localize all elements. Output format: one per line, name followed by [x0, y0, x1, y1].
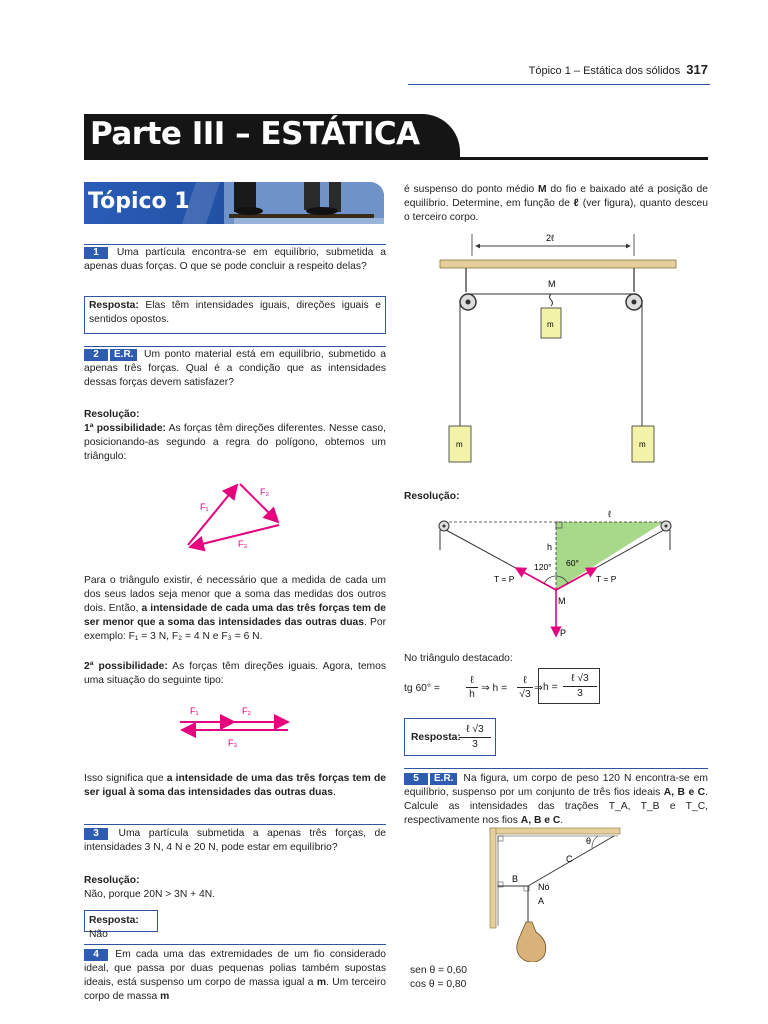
possibility-2-text: As forças têm direções iguais. Agora, temos uma situação do seguinte tipo:	[84, 661, 386, 686]
paragraph-text: .	[332, 787, 336, 798]
question-text: .	[560, 815, 564, 826]
question-rule	[84, 944, 386, 945]
f3-label: F₃	[238, 539, 248, 549]
question-rule	[84, 824, 386, 825]
answer-box	[404, 718, 496, 756]
page-number: 317	[686, 62, 708, 77]
equilibrium-geometry-figure	[432, 508, 680, 644]
tension-left-label: T = P	[494, 574, 515, 584]
tension-right-label: T = P	[596, 574, 617, 584]
running-header	[0, 62, 708, 77]
ell-label: ℓ	[608, 509, 611, 519]
midpoint-label: M	[548, 279, 556, 289]
topic-label: Tópico 1	[88, 189, 190, 214]
q4-resolution-label	[404, 490, 504, 504]
width-label: 2ℓ	[546, 233, 554, 243]
wire-b-label: B	[512, 874, 519, 884]
resolution-label: Resolução:	[404, 491, 460, 502]
question-rule	[84, 346, 386, 347]
question-number: 3	[84, 828, 108, 840]
possibility-2-label: 2ª possibilidade:	[84, 661, 168, 672]
result-h: h =	[543, 682, 558, 693]
question-number: 1	[84, 247, 108, 259]
frac-numerator: ℓ	[470, 675, 474, 686]
knot-label: Nó	[538, 882, 550, 892]
mass-label: m	[547, 320, 554, 329]
trig-values	[410, 964, 530, 992]
banner-rule	[455, 157, 708, 160]
knot-figure	[486, 826, 626, 962]
topic-header	[84, 182, 384, 224]
result-box	[538, 668, 600, 704]
wire-names: A, B e C	[520, 815, 561, 826]
question-text: (ver figura), quanto desceu o terceiro corpo.	[404, 198, 708, 223]
question-rule	[84, 244, 386, 245]
question-1	[84, 246, 386, 274]
resolution-label: Resolução:	[84, 409, 140, 420]
question-2	[84, 348, 386, 390]
question-text: Na figura, um corpo de peso 120 N encontra-se em equilíbrio, suspenso por um conjunto de três fios ideais	[404, 773, 708, 798]
paragraph-bold: a intensidade de uma das três forças tem de ser igual à soma das intensidades das outras duas	[84, 773, 386, 798]
angle-60-label: 60°	[566, 558, 579, 568]
ell-symbol: ℓ	[573, 198, 580, 209]
q3-resolution	[84, 874, 386, 902]
question-text: Uma partícula submetida a apenas três forças, de intensidades 3 N, 4 N e 20 N, pode estar em equilíbrio?	[84, 828, 386, 853]
result-numerator: ℓ √3	[571, 673, 589, 684]
theta-label: θ	[586, 836, 592, 846]
possibility-1-label: 1ª possibilidade:	[84, 423, 166, 434]
running-title: Tópico 1 – Estática dos sólidos	[528, 65, 681, 77]
question-text: é suspenso do ponto médio	[404, 184, 535, 195]
f2-label: F₂	[242, 706, 251, 716]
question-text: do fio e baixado até a posição de equilíbrio. Determine, em função de	[404, 184, 708, 209]
midpoint-symbol: M	[538, 184, 547, 195]
answer-label: Resposta:	[89, 300, 139, 311]
wire-names: A, B e C	[663, 787, 706, 798]
possibility-2	[84, 660, 386, 688]
f2-label: F₂	[260, 487, 269, 497]
collinear-forces-figure	[176, 702, 296, 750]
f1-label: F₁	[200, 502, 209, 512]
answer-label: Resposta:	[411, 732, 461, 743]
er-tag: E.R.	[110, 349, 137, 361]
answer-box	[84, 296, 386, 334]
paragraph-text: . Por exemplo: F₁ = 3 N, F₂ = 4 N e F₃ = 6 N.	[84, 617, 386, 642]
question-4	[84, 948, 386, 1004]
frac-denominator: √3	[519, 689, 531, 700]
equation-arrow: ⇒	[534, 683, 543, 694]
resolution-block	[84, 408, 386, 464]
question-number: 4	[84, 949, 108, 961]
weight-label: P	[560, 628, 567, 638]
mass-label: m	[456, 440, 463, 449]
possibility-1-text: As forças têm direções diferentes. Nesse caso, posicionando-as segundo a regra do polígono, obtemos um triângulo:	[84, 423, 386, 462]
paragraph-text: Para o triângulo existir, é necessário que a medida de cada um dos seus lados seja menor que a soma das medidas dos outros dois. Então,	[84, 575, 386, 614]
question-number: 2	[84, 349, 108, 361]
paragraph-bold: a intensidade de cada uma das três forças tem de ser menor que a soma das intensidades das outras duas	[84, 603, 386, 628]
f3-label: F₃	[228, 738, 238, 748]
question-number: 5	[404, 773, 428, 785]
paragraph-text: Isso significa que	[84, 773, 164, 784]
triangle-text: No triângulo destacado:	[404, 653, 513, 664]
condition-paragraph	[84, 574, 386, 644]
answer-text: Não	[89, 929, 108, 940]
question-text: Uma partícula encontra-se em equilíbrio, submetida a apenas duas forças. O que se pode concluir a respeito delas?	[84, 247, 386, 272]
mass-symbol: m	[160, 991, 170, 1002]
er-tag: E.R.	[430, 773, 457, 785]
question-text: Um ponto material está em equilíbrio, submetido a apenas três forças. Qual é a condição que as intensidades dessas forças devem satisfazer?	[84, 349, 386, 388]
question-text: . Um terceiro corpo de massa	[84, 977, 386, 1002]
equation-mid: ⇒ h =	[481, 683, 508, 694]
answer-box	[84, 910, 158, 940]
answer-text: Elas têm intensidades iguais, direções iguais e sentidos opostos.	[89, 300, 381, 325]
f1-label: F₁	[190, 706, 199, 716]
question-3	[84, 827, 386, 855]
topic-photo	[84, 182, 384, 224]
conclusion-paragraph	[84, 772, 386, 800]
force-triangle-figure	[180, 475, 290, 555]
result-numerator: ℓ √3	[466, 724, 484, 735]
equation-left: tg 60° =	[404, 683, 440, 694]
question-5	[404, 772, 708, 828]
question-text: Em cada uma das extremidades de um fio considerado ideal, que passa por duas pequenas polias também supostas ideais, está suspenso um corpo de massa igual a	[84, 949, 386, 988]
part-title: Parte III – ESTÁTICA	[90, 116, 420, 152]
part-banner	[84, 114, 460, 160]
wire-c-label: C	[566, 854, 573, 864]
resolution-label: Resolução:	[84, 875, 140, 886]
pulley-system-figure	[436, 228, 680, 468]
question-rule	[404, 768, 708, 769]
cos-value: cos θ = 0,80	[410, 979, 467, 990]
frac-numerator: ℓ	[523, 675, 527, 686]
mass-label: m	[639, 440, 646, 449]
header-rule	[408, 84, 710, 85]
sin-value: sen θ = 0,60	[410, 965, 467, 976]
mass-symbol: m	[316, 977, 327, 988]
resolution-text: Não, porque 20N > 3N + 4N.	[84, 889, 216, 900]
question-4-continued	[404, 183, 708, 225]
h-label: h	[547, 542, 553, 552]
equation	[404, 674, 544, 704]
result-denominator: 3	[472, 739, 478, 750]
angle-120-label: 120°	[534, 562, 552, 572]
question-text: . Calcule as intensidades das trações T_A, T_B e T_C, respectivamente nos fios	[404, 787, 708, 826]
frac-denominator: h	[469, 689, 475, 700]
result-denominator: 3	[577, 688, 583, 699]
wire-a-label: A	[538, 896, 545, 906]
point-m-label: M	[558, 596, 566, 606]
answer-label: Resposta:	[89, 915, 139, 926]
